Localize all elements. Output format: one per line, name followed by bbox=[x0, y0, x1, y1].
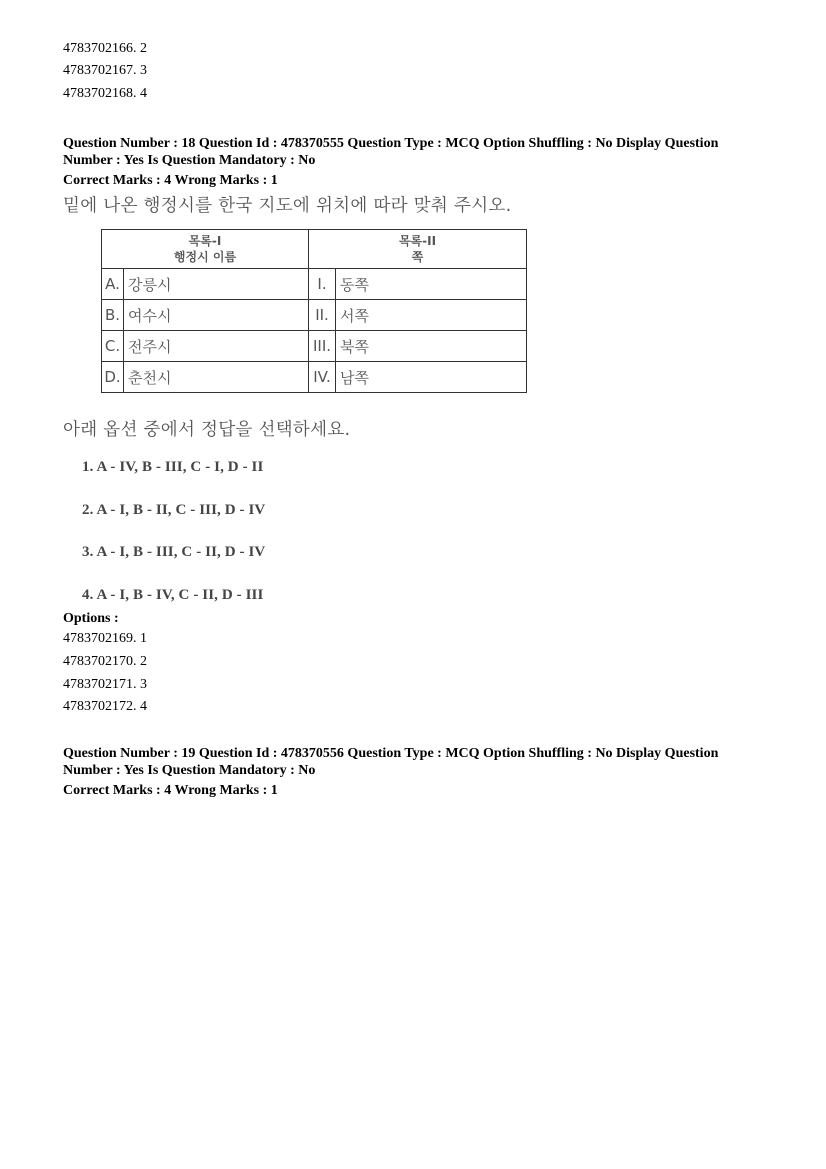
option-row: 4783702168. 4 bbox=[63, 86, 147, 101]
list-2-value: 서쪽 bbox=[336, 300, 527, 331]
match-table bbox=[101, 229, 527, 393]
list-2-value: 남쪽 bbox=[336, 362, 527, 393]
question-meta-line: Number : Yes Is Question Mandatory : No bbox=[63, 153, 316, 168]
list-1-value: 전주시 bbox=[124, 331, 309, 362]
list-1-key: B. bbox=[102, 300, 124, 331]
list-2-header bbox=[309, 230, 527, 269]
list-2-value: 동쪽 bbox=[336, 269, 527, 300]
option-number: 3 bbox=[140, 63, 147, 78]
option-row: 4783702172. 4 bbox=[63, 699, 147, 714]
option-number: 3 bbox=[140, 677, 147, 692]
list-2-value: 북쪽 bbox=[336, 331, 527, 362]
option-row: 4783702170. 2 bbox=[63, 654, 147, 669]
question-18-meta bbox=[63, 135, 783, 169]
list-1-subtitle: 행정시 이름 bbox=[173, 250, 237, 264]
option-number: 1 bbox=[140, 631, 147, 646]
option-id: 4783702172 bbox=[63, 699, 133, 714]
list-2-title: 목록-II bbox=[398, 234, 437, 248]
option-number: 4 bbox=[140, 86, 147, 101]
option-id: 4783702166 bbox=[63, 41, 133, 56]
question-18-instruction: 아래 옵션 중에서 정답을 선택하세요. bbox=[63, 420, 351, 440]
list-2-key: III. bbox=[309, 331, 336, 362]
list-1-header bbox=[102, 230, 309, 269]
question-meta-line: Question Number : 19 Question Id : 478370556 Question Type : MCQ Option Shuffling : No Display Question bbox=[63, 746, 719, 761]
list-2-subtitle: 쪽 bbox=[411, 250, 424, 264]
list-1-value: 춘천시 bbox=[124, 362, 309, 393]
table-row bbox=[102, 300, 527, 331]
option-id: 4783702168 bbox=[63, 86, 133, 101]
question-meta-line: Number : Yes Is Question Mandatory : No bbox=[63, 763, 316, 778]
option-id: 4783702171 bbox=[63, 677, 133, 692]
list-1-key: D. bbox=[102, 362, 124, 393]
option-id: 4783702167 bbox=[63, 63, 133, 78]
list-2-key: IV. bbox=[309, 362, 336, 393]
table-row bbox=[102, 362, 527, 393]
list-2-key: I. bbox=[309, 269, 336, 300]
answer-choice: 1. A - IV, B - III, C - I, D - II bbox=[82, 459, 264, 475]
option-id: 4783702169 bbox=[63, 631, 133, 646]
question-18-marks: Correct Marks : 4 Wrong Marks : 1 bbox=[63, 173, 278, 188]
option-row: 4783702171. 3 bbox=[63, 677, 147, 692]
question-19-marks: Correct Marks : 4 Wrong Marks : 1 bbox=[63, 783, 278, 798]
list-1-title: 목록-I bbox=[188, 234, 222, 248]
answer-choice: 3. A - I, B - III, C - II, D - IV bbox=[82, 544, 266, 560]
option-row: 4783702167. 3 bbox=[63, 63, 147, 78]
option-number: 2 bbox=[140, 654, 147, 669]
list-1-key: C. bbox=[102, 331, 124, 362]
option-row: 4783702169. 1 bbox=[63, 631, 147, 646]
table-row bbox=[102, 269, 527, 300]
option-row: 4783702166. 2 bbox=[63, 41, 147, 56]
option-number: 4 bbox=[140, 699, 147, 714]
table-header-row bbox=[102, 230, 527, 269]
question-meta-line: Question Number : 18 Question Id : 478370555 Question Type : MCQ Option Shuffling : No Display Question bbox=[63, 136, 719, 151]
list-2-key: II. bbox=[309, 300, 336, 331]
option-number: 2 bbox=[140, 41, 147, 56]
list-1-key: A. bbox=[102, 269, 124, 300]
options-label: Options : bbox=[63, 611, 119, 626]
answer-choice: 4. A - I, B - IV, C - II, D - III bbox=[82, 587, 264, 603]
list-1-value: 여수시 bbox=[124, 300, 309, 331]
list-1-value: 강릉시 bbox=[124, 269, 309, 300]
question-18-text: 밑에 나온 행정시를 한국 지도에 위치에 따라 맞춰 주시오. bbox=[63, 196, 512, 216]
option-id: 4783702170 bbox=[63, 654, 133, 669]
table-row bbox=[102, 331, 527, 362]
answer-choice: 2. A - I, B - II, C - III, D - IV bbox=[82, 502, 266, 518]
question-19-meta bbox=[63, 745, 783, 779]
